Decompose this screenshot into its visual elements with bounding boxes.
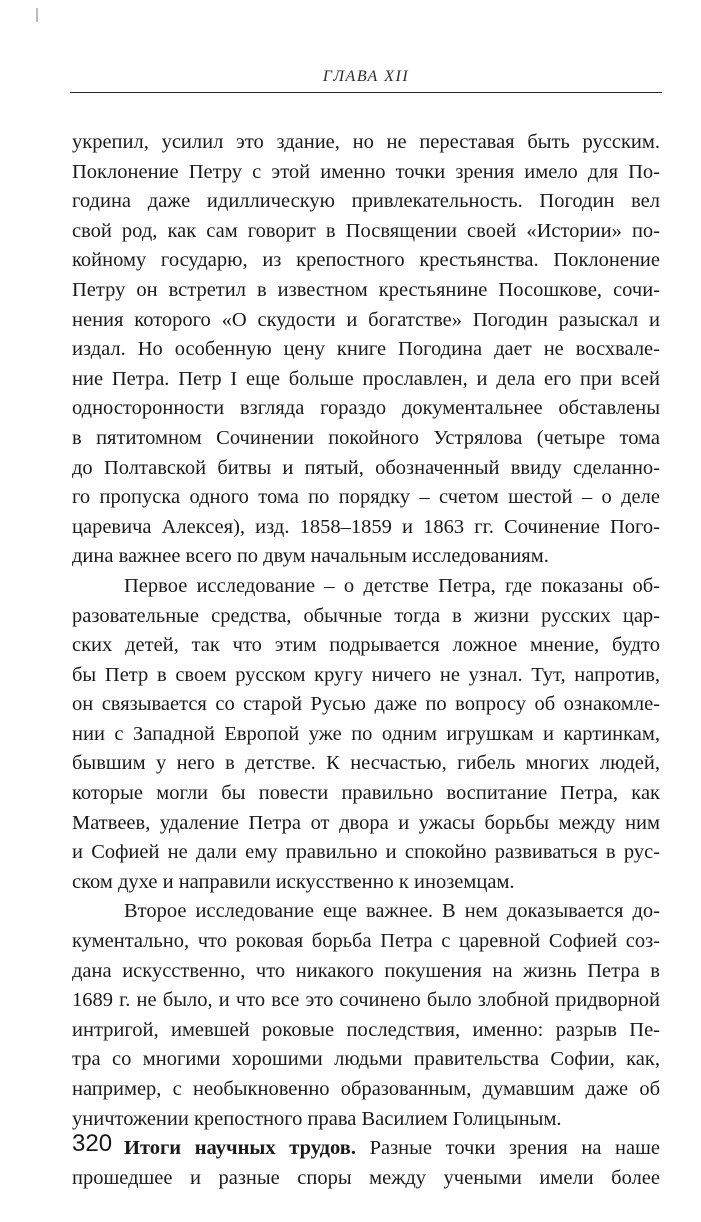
text-line: тра со многими хорошими людьми правительства Софии, как,: [72, 1048, 660, 1071]
text-line: до Полтавской битвы и пятый, обозначенный ввиду сделанно-: [72, 456, 660, 479]
text-line: ском духе и направили искусственно к иноземцам.: [72, 870, 515, 893]
text-line: разовательные средства, обычные тогда в жизни русских цар-: [72, 604, 660, 627]
text-line: Матвеев, удаление Петра от двора и ужасы борьбы между ним: [72, 811, 660, 834]
text-line: укрепил, усилил это здание, но не переставая быть русским.: [72, 131, 660, 153]
paragraph: [72, 572, 660, 898]
paragraph: [72, 128, 660, 572]
text-run: Разные точки зрения на наше: [355, 1137, 660, 1160]
text-line: в пятитомном Сочинении покойного Устрялова (четыре тома: [72, 426, 660, 449]
text-line: уничтожении крепостного права Василием Голицыным.: [72, 1107, 562, 1130]
text-line: Петру он встретил в известном крестьянине Посошкове, сочи-: [72, 278, 660, 301]
text-line: койному государю, из крепостного крестьянства. Поклонение: [72, 249, 660, 272]
body-text: [72, 128, 660, 1193]
text-line: година даже идиллическую привлекательность. Погодин вел: [72, 190, 660, 213]
text-line: и Софией не дали ему правильно и спокойно развиваться в рус-: [72, 841, 660, 864]
text-line: [72, 1134, 660, 1164]
text-line: интригой, имевшей роковые последствия, именно: разрыв Пе-: [72, 1018, 660, 1041]
page-number: 320: [72, 1130, 113, 1157]
text-line: го пропуска одного тома по порядку – счетом шестой – о деле: [72, 486, 660, 509]
text-line: свой род, как сам говорит в Посвящении своей «Истории» по-: [72, 219, 660, 242]
text-line: прошедшее и разные споры между учеными имели более: [72, 1166, 660, 1189]
running-head: ГЛАВА XII: [322, 68, 410, 85]
text-line: он связывается со старой Русью даже по вопросу об ознакомле-: [72, 693, 660, 716]
text-line: Первое исследование – о детстве Петра, где показаны об-: [124, 574, 660, 597]
paragraph: [72, 897, 660, 1134]
text-line: ских детей, так что этим подрывается ложное мнение, будто: [72, 634, 660, 657]
text-line: издал. Но особенную цену книге Погодина дает не восхвале-: [72, 338, 660, 361]
text-line: кументально, что роковая борьба Петра с царевной Софией соз-: [72, 930, 660, 953]
text-line: нии с Западной Европой уже по одним игрушкам и картинкам,: [72, 722, 660, 745]
text-line: Поклонение Петру с этой именно точки зрения имело для По-: [72, 160, 660, 183]
text-line: например, с необыкновенно образованным, думавшим даже об: [72, 1078, 660, 1100]
text-line: царевича Алексея), изд. 1858–1859 и 1863 гг. Сочинение Пого-: [72, 515, 660, 538]
text-line: ние Петра. Петр I еще больше прославлен, и дела его при всей: [72, 367, 660, 390]
header-rule: [70, 92, 662, 93]
text-line: бы Петр в своем русском кругу ничего не узнал. Тут, напротив,: [72, 663, 660, 686]
paragraph: [72, 1134, 660, 1193]
scan-artifact: [36, 8, 38, 22]
text-line: которые могли бы повести правильно воспитание Петра, как: [72, 782, 660, 805]
text-line: односторонности взгляда гораздо документальнее обставлены: [72, 397, 660, 420]
text-line: дана искусственно, что никакого покушения на жизнь Петра в: [72, 959, 660, 982]
text-line: бывшим у него в детстве. К несчастью, гибель многих людей,: [72, 752, 660, 775]
text-line: нения которого «О скудости и богатстве» Погодин разыскал и: [72, 308, 660, 331]
text-line: дина важнее всего по двум начальным исследованиям.: [72, 545, 549, 568]
text-line: Второе исследование еще важнее. В нем доказывается до-: [124, 900, 660, 923]
text-line: 1689 г. не было, и что все это сочинено было злобной придворной: [72, 989, 660, 1012]
section-lead: Итоги научных трудов.: [124, 1137, 356, 1160]
